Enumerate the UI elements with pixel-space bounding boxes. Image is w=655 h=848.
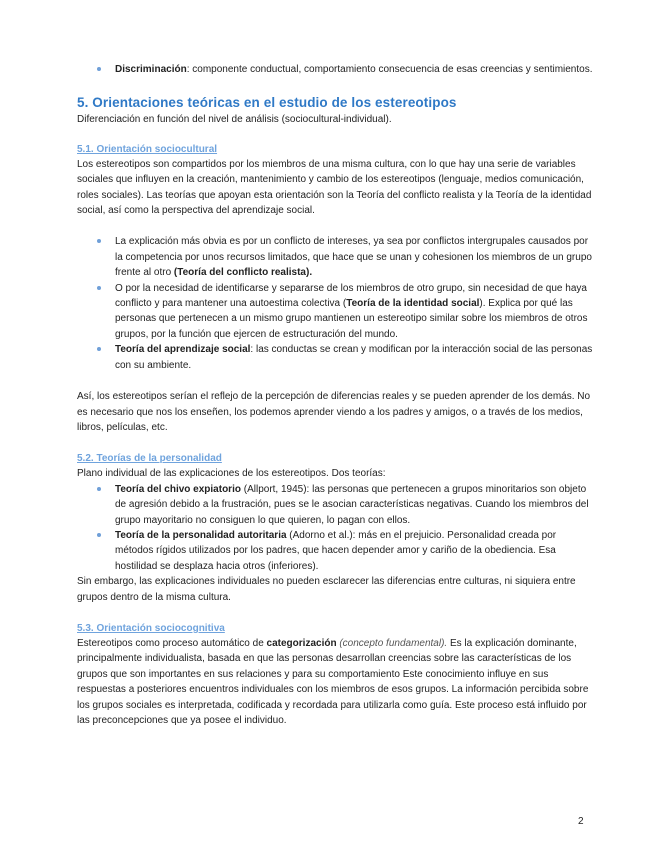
section-5-2-heading: 5.2. Teorías de la personalidad bbox=[77, 453, 222, 465]
top-bullet-list bbox=[77, 62, 597, 77]
document-page bbox=[77, 0, 597, 728]
list-item: La explicación más obvia es por un conflicto de intereses, ya sea por conflictos intergrupales causados por la competencia por unos recursos limitados, que hace que se unan y cohesionen los miembros de un grupo frente al otro (Teoría del conflicto realista). bbox=[115, 234, 597, 280]
section-5-heading: 5. Orientaciones teóricas en el estudio de los estereotipos bbox=[77, 95, 457, 111]
page-number: 2 bbox=[578, 816, 584, 827]
section-5-2-bullets bbox=[77, 482, 597, 574]
list-item: O por la necesidad de identificarse y separarse de los miembros de otro grupo, sin necesidad de que haya conflicto y para mantener una autoestima colectiva (Teoría de la identidad social). Explica por qué las personas que pertenecen a un mismo grupo mantienen un estereotipo similar sobre los miembros de otros grupos, por la función que ejercen de estructuración del mundo. bbox=[115, 281, 597, 343]
list-item: Teoría del aprendizaje social: las conductas se crean y modifican por la interacción social de las personas con su ambiente. bbox=[115, 342, 597, 373]
term-bold: Discriminación bbox=[115, 64, 187, 75]
section-5-1-paragraph: Los estereotipos son compartidos por los miembros de una misma cultura, con lo que hay una serie de variables sociales que influyen en la creación, mantenimiento y cambio de los estereotipos (lenguaje, medios comunicación, roles sociales). Las teorías que apoyan esta orientación son la Teoría del conflicto realista y la Teoría de la identidad social, así como la perspectiva del aprendizaje social. bbox=[77, 158, 592, 217]
list-item: Teoría del chivo expiatorio (Allport, 1945): las personas que pertenecen a grupos minoritarios son objeto de agresión debido a la frustración, pues se le asocian características negativas. Cuando los miembros del grupo mayoritario no consiguen lo que quieren, lo pagan con ellos. bbox=[115, 482, 597, 528]
section-5-3-paragraph: Estereotipos como proceso automático de categorización (concepto fundamental). Es la explicación dominante, principalmente individualista, basada en que las personas desarrollan creencias sobre las características de los grupos que son importantes en sus relaciones y para su comportamiento Este conocimiento influye en sus respuestas a posteriores encuentros individuales con los miembros de esos grupos. La información percibida sobre los grupos sociales es interpretada, codificada y recordada para utilizarla como guía. Este proceso está influido por las preconcepciones que ya posee el individuo. bbox=[77, 637, 589, 726]
list-item: Teoría de la personalidad autoritaria (Adorno et al.): más en el prejuicio. Personalidad creada por métodos rígidos utilizados por los padres, que hacen depender amor y cariño de la obediencia. Esa hostilidad se desplaza hacia otros (inferiores). bbox=[115, 528, 597, 574]
section-5-1-closing: Así, los estereotipos serían el reflejo de la percepción de diferencias reales y se pueden aprender de los demás. No es necesario que nos los enseñen, los podemos aprender viendo a los padres y amigos, o a través de los medios, libros, películas, etc. bbox=[77, 391, 591, 433]
section-5-1-bullets bbox=[77, 234, 597, 373]
section-5-2-closing: Sin embargo, las explicaciones individuales no pueden esclarecer las diferencias entre culturas, ni siquiera entre grupos dentro de la misma cultura. bbox=[77, 576, 576, 603]
section-5-intro: Diferenciación en función del nivel de análisis (sociocultural-individual). bbox=[77, 114, 392, 126]
section-5-1-heading: 5.1. Orientación sociocultural bbox=[77, 143, 218, 155]
section-5-2-intro: Plano individual de las explicaciones de los estereotipos. Dos teorías: bbox=[77, 468, 386, 480]
section-5-3-heading: 5.3. Orientación sociocognitiva bbox=[77, 622, 225, 634]
list-item: Discriminación: componente conductual, comportamiento consecuencia de esas creencias y sentimientos. bbox=[115, 62, 597, 77]
